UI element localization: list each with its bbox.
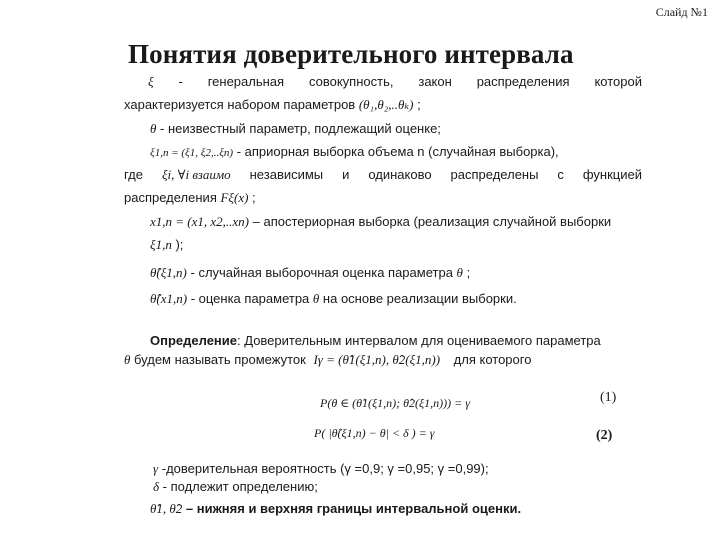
word: распределены [450,167,539,182]
theta-symbol: θ [150,121,157,136]
word: совокупность, [308,74,394,89]
text: - случайная выборочная оценка параметра [190,265,453,280]
line-definition [150,333,601,349]
equation-1-number: (1) [600,390,617,405]
sample-symbol: ξ1,n [150,237,172,252]
text: характеризуется набором параметров [124,97,356,112]
equation-2-number: (2) [596,428,613,443]
text: - априорная выборка объема n (случайная выборка), [236,144,559,159]
text: - оценка параметра [190,291,310,306]
line-definition-interval [124,352,531,368]
line-parameters [124,97,421,113]
xi-symbol: ξ [148,74,154,89]
word: закон [418,74,452,89]
text: ; [252,190,256,205]
word: распределения [476,74,570,89]
theta-symbol: θ [312,291,320,306]
interval-formula: Iγ = (θ̂1(ξ1,n), θ̂2(ξ1,n)) [313,352,441,367]
line-a-posteriori-sample [150,214,611,230]
text: – нижняя и верхняя границы интервальной оценки. [185,501,522,516]
text: ; [417,97,421,112]
delta-symbol: δ [153,479,160,494]
text: распределения [124,190,217,205]
word: генеральная [207,74,285,89]
realization-formula: x1,n = (x1, x2,..xn) [150,214,250,229]
text: ; [466,265,471,280]
theta-symbol: θ [456,265,463,280]
text: - неизвестный параметр, подлежащий оценке; [160,121,441,136]
distribution-function: Fξ(x) [220,190,249,205]
text: для которого [453,352,532,367]
text: на основе реализации выборки. [322,291,517,306]
equation-1: P(θ ∈ (θ̂1(ξ1,n); θ̂2(ξ1,n))) = γ [320,396,470,410]
slide-number: Слайд №1 [655,5,708,19]
note-gamma [153,461,489,477]
dash: - [178,74,183,89]
word: функцией [582,167,642,182]
line-a-priori-sample [150,144,559,161]
note-bounds [150,501,521,517]
line-sample-close [150,237,183,253]
text: -доверительная вероятность (γ =0,9; γ =0,95; γ =0,99); [161,461,489,476]
equation-2: P( |θ̂(ξ1,n) − θ| < δ ) = γ [314,426,435,440]
line-independence [124,167,642,183]
gamma-symbol: γ [153,461,159,476]
text: ); [175,237,184,252]
word: которой [594,74,642,89]
line-unknown-parameter [150,121,441,137]
parameter-set-formula: (θ₁,θ₂,..θₖ) [358,97,414,112]
line-distribution [124,190,256,206]
text: будем называть промежуток [134,352,306,367]
sample-formula: ξ1,n = (ξ1, ξ2,..ξn) [150,147,234,159]
text: : Доверительным интервалом для оцениваемого параметра [237,333,601,348]
line-random-estimate [150,265,470,281]
estimate-formula: θ̂(x1,n) [150,291,188,306]
word: ξi, ∀i взаимо [161,167,231,182]
word: с [557,167,564,182]
word: одинаково [368,167,432,182]
word: независимы [249,167,324,182]
word: где [124,167,143,182]
theta-symbol: θ [124,352,131,367]
note-delta [153,479,318,495]
estimate-formula: θ̂(ξ1,n) [150,265,187,280]
text: - подлежит определению; [162,479,318,494]
bounds-symbols: θ̂1, θ̂2 [150,501,183,516]
line-population [124,74,642,90]
slide-title: Понятия доверительного интервала [128,39,574,69]
line-estimate [150,291,517,307]
word: и [342,167,350,182]
definition-label: Определение [150,333,238,348]
text: – апостериорная выборка (реализация случайной выборки [252,214,612,229]
